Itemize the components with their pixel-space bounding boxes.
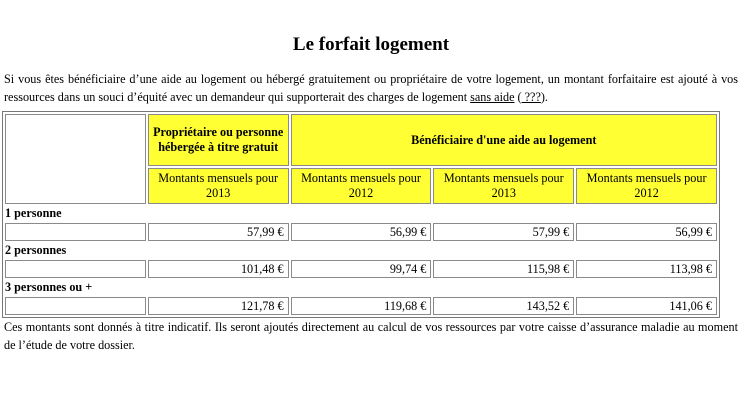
intro-tail: ). <box>540 90 548 104</box>
question-link[interactable]: ??? <box>521 90 541 104</box>
header-corner-cell <box>5 114 146 204</box>
column-header: Montants mensuels pour 2013 <box>148 168 289 204</box>
value-cell: 57,99 € <box>148 223 289 241</box>
header-aid-group: Bénéficiaire d'une aide au logement <box>291 114 717 166</box>
value-cell: 101,48 € <box>148 260 289 278</box>
table-row <box>5 297 717 315</box>
intro-link-separator: ( <box>514 90 522 104</box>
row-empty-cell <box>5 260 146 278</box>
row-label-line <box>5 280 717 295</box>
value-cell: 121,78 € <box>148 297 289 315</box>
value-cell: 143,52 € <box>433 297 574 315</box>
sans-aide-link[interactable]: sans aide <box>470 90 515 104</box>
row-label: 1 personne <box>5 206 62 220</box>
row-empty-cell <box>5 223 146 241</box>
intro-paragraph <box>4 70 738 106</box>
row-label: 2 personnes <box>5 243 67 257</box>
value-cell: 99,74 € <box>291 260 432 278</box>
value-cell: 115,98 € <box>433 260 574 278</box>
value-cell: 56,99 € <box>291 223 432 241</box>
value-cell: 57,99 € <box>433 223 574 241</box>
value-cell: 119,68 € <box>291 297 432 315</box>
column-header: Montants mensuels pour 2012 <box>576 168 717 204</box>
row-label: 3 personnes ou + <box>5 280 93 294</box>
row-label-line <box>5 206 717 221</box>
value-cell: 113,98 € <box>576 260 717 278</box>
footer-note: Ces montants sont donnés à titre indicatif. Ils seront ajoutés directement au calcul de vos ressources par votre caisse d’assurance maladie au moment de l’étude de votre dossier. <box>4 320 738 352</box>
table-row <box>5 223 717 241</box>
table-row <box>5 260 717 278</box>
value-cell: 56,99 € <box>576 223 717 241</box>
column-header: Montants mensuels pour 2013 <box>433 168 574 204</box>
forfait-table <box>2 111 720 318</box>
header-owner-group: Propriétaire ou personne hébergée à titre gratuit <box>148 114 289 166</box>
row-label-line <box>5 243 717 258</box>
row-empty-cell <box>5 297 146 315</box>
value-cell: 141,06 € <box>576 297 717 315</box>
column-header: Montants mensuels pour 2012 <box>291 168 432 204</box>
page-title: Le forfait logement <box>292 34 450 55</box>
intro-text: Si vous êtes bénéficiaire d’une aide au logement ou hébergé gratuitement ou propriétaire de votre logement, un montant forfaitaire est ajouté à vos ressources dans un souci d’équité avec un demandeur qui supporterait des charges de logement <box>4 72 738 104</box>
table-header-row <box>5 114 717 166</box>
